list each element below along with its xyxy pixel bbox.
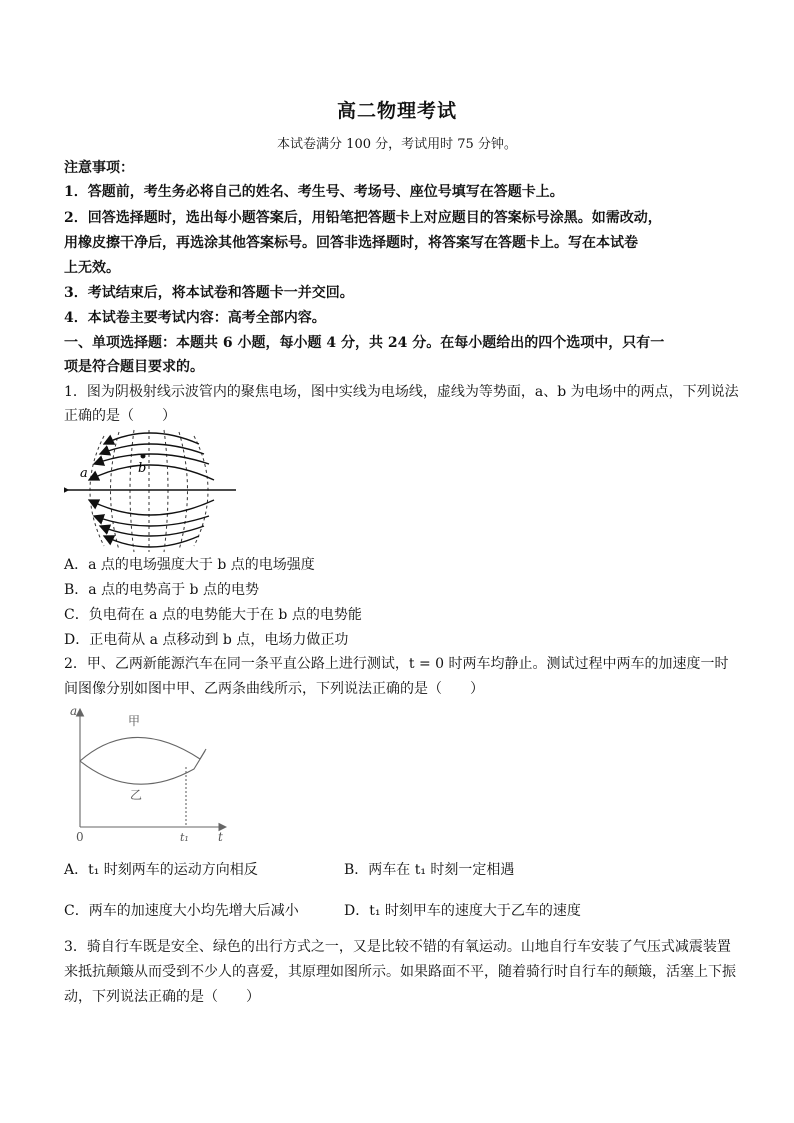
notice-item-2-end: 上无效。 xyxy=(64,260,120,276)
exam-title: 高二物理考试 xyxy=(336,100,457,122)
q2-curve-jia-label: 甲 xyxy=(128,714,141,728)
q3-stem-cont: 来抵抗颠簸从而受到不少人的喜爱，其原理如图所示。如果路面不平，随着骑行时自行车的颠簸，活塞上下振 xyxy=(64,964,736,980)
q1-option-d: D．正电荷从 a 点移动到 b 点，电场力做正功 xyxy=(64,632,349,648)
q2-t1-label: t₁ xyxy=(180,831,189,844)
q1-point-a-label: a xyxy=(80,466,88,481)
q2-curve-jia xyxy=(80,737,206,761)
notice-item-2: 2．回答选择题时，选出每小题答案后，用铅笔把答题卡上对应题目的答案标号涂黑。如需改动， xyxy=(64,210,662,226)
q1-field-figure xyxy=(64,428,244,554)
q1-option-b: B．a 点的电势高于 b 点的电势 xyxy=(64,582,259,598)
q1-option-a: A．a 点的电场强度大于 b 点的电场强度 xyxy=(64,557,315,573)
q2-option-d: D．t₁ 时刻甲车的速度大于乙车的速度 xyxy=(344,903,581,919)
q2-stem-cont: 间图像分别如图中甲、乙两条曲线所示，下列说法正确的是（ ） xyxy=(64,681,484,697)
q3-stem: 3．骑自行车既是安全、绿色的出行方式之一，又是比较不错的有氧运动。山地自行车安装了气压式减震装置 xyxy=(64,939,731,955)
q1-point-b-label: b xyxy=(138,461,147,476)
q2-y-axis-label: a xyxy=(70,704,78,718)
q2-option-a: A．t₁ 时刻两车的运动方向相反 xyxy=(64,862,258,878)
q2-at-graph xyxy=(68,703,238,845)
exam-subtitle: 本试卷满分 100 分，考试用时 75 分钟。 xyxy=(277,137,517,152)
q3-stem-end: 动，下列说法正确的是（ ） xyxy=(64,989,260,1005)
q2-origin-label: 0 xyxy=(76,830,84,844)
q2-option-b: B．两车在 t₁ 时刻一定相遇 xyxy=(344,862,515,878)
q1-stem: 1．图为阴极射线示波管内的聚焦电场，图中实线为电场线，虚线为等势面，a、b 为电场中的两点，下列说法 xyxy=(64,384,739,400)
q1-option-c: C．负电荷在 a 点的电势能大于在 b 点的电势能 xyxy=(64,607,362,623)
q2-option-c: C．两车的加速度大小均先增大后减小 xyxy=(64,903,299,919)
notice-item-4: 4．本试卷主要考试内容：高考全部内容。 xyxy=(64,310,326,326)
notice-item-2-cont: 用橡皮擦干净后，再选涂其他答案标号。回答非选择题时，将答案写在答题卡上。写在本试卷 xyxy=(64,235,638,251)
q2-x-axis-label: t xyxy=(218,830,223,844)
section1-heading-cont: 项是符合题目要求的。 xyxy=(64,359,204,375)
q1-stem-cont: 正确的是（ ） xyxy=(64,408,176,424)
notice-heading: 注意事项： xyxy=(64,160,134,176)
section1-heading: 一、单项选择题：本题共 6 小题，每小题 4 分，共 24 分。在每小题给出的四个选项中，只有一 xyxy=(64,335,665,351)
q2-stem: 2．甲、乙两新能源汽车在同一条平直公路上进行测试，t = 0 时两车均静止。测试过程中两车的加速度一时 xyxy=(64,656,729,672)
q2-curve-yi-label: 乙 xyxy=(130,788,143,802)
notice-item-1: 1．答题前，考生务必将自己的姓名、考生号、考场号、座位号填写在答题卡上。 xyxy=(64,184,564,200)
notice-item-3: 3．考试结束后，将本试卷和答题卡一并交回。 xyxy=(64,285,354,301)
